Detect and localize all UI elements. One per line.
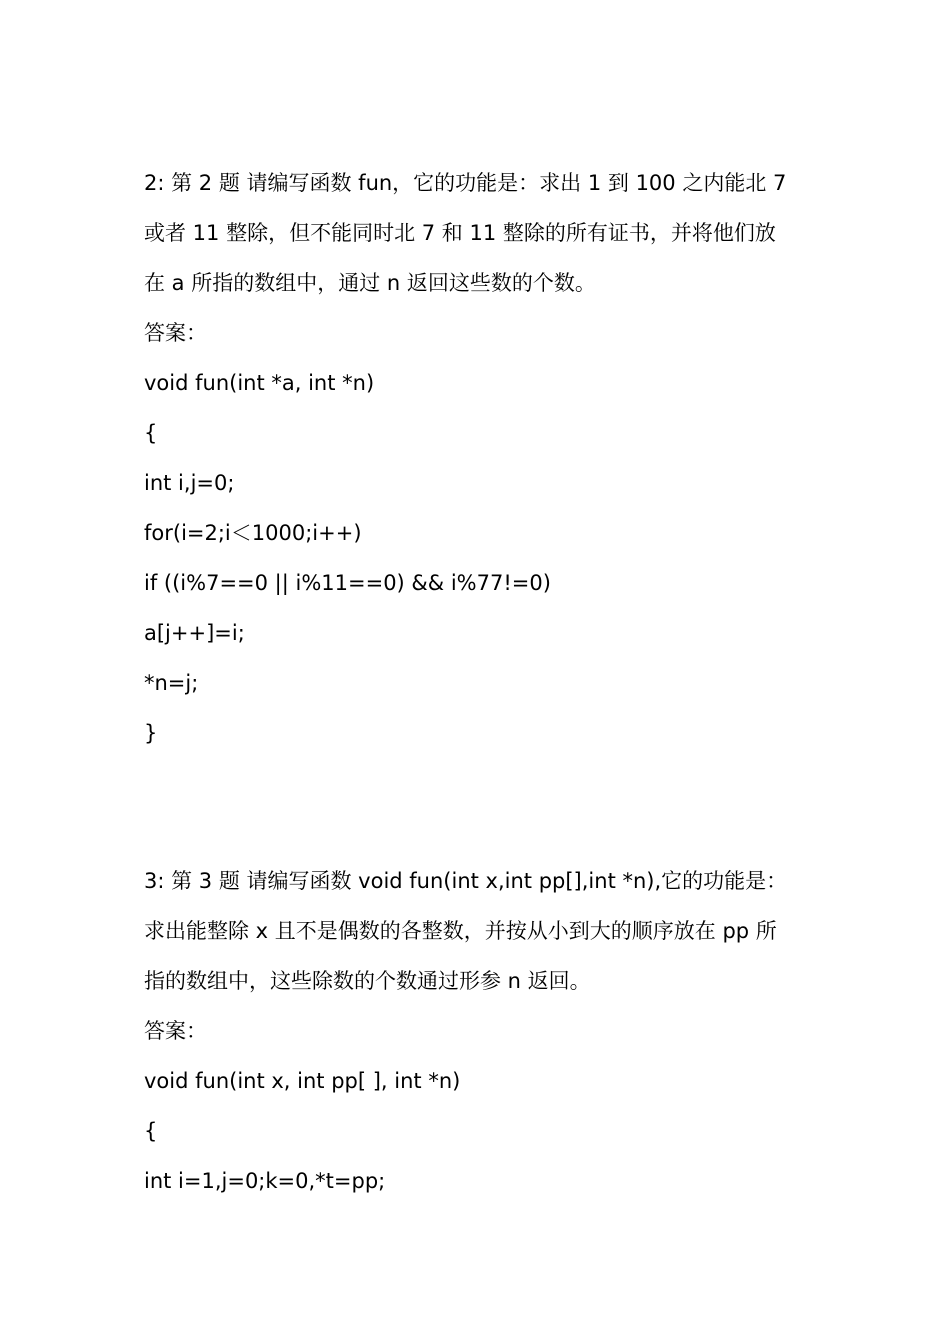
question-3-text-line-1: 3: 第 3 题 请编写函数 void fun(int x,int pp[],int *n),它的功能是： (144, 869, 788, 893)
question-3-text-line-3: 指的数组中，这些除数的个数通过形参 n 返回。 (144, 969, 591, 993)
question-2-code-line-3: int i,j=0; (144, 471, 235, 495)
question-3-code-line-3: int i=1,j=0;k=0,*t=pp; (144, 1169, 386, 1193)
question-3-text-line-2: 求出能整除 x 且不是偶数的各整数，并按从小到大的顺序放在 pp 所 (144, 919, 777, 943)
question-2-code-line-5: if ((i%7==0 || i%11==0) && i%77!=0) (144, 571, 551, 595)
question-2-answer-label: 答案： (144, 321, 207, 345)
question-2-text-line-1: 2: 第 2 题 请编写函数 fun，它的功能是：求出 1 到 100 之内能北 7 (144, 171, 787, 195)
question-2-code-line-6: a[j++]=i; (144, 621, 245, 645)
document-content (144, 158, 814, 1206)
question-2-code-line-8: } (144, 721, 158, 745)
question-2-text-line-3: 在 a 所指的数组中，通过 n 返回这些数的个数。 (144, 271, 596, 295)
question-3-code-line-1: void fun(int x, int pp[ ], int *n) (144, 1069, 461, 1093)
question-2-code-line-4: for(i=2;i＜1000;i++) (144, 521, 362, 545)
question-2-code-line-7: *n=j; (144, 671, 199, 695)
question-3-code-line-2: { (144, 1119, 158, 1143)
question-2-code-line-1: void fun(int *a, int *n) (144, 371, 375, 395)
question-2-code-line-2: { (144, 421, 158, 445)
question-2-text-line-2: 或者 11 整除，但不能同时北 7 和 11 整除的所有证书，并将他们放 (144, 221, 776, 245)
question-3-block (144, 856, 814, 1206)
question-2-block (144, 158, 814, 758)
section-gap (144, 758, 814, 856)
question-3-answer-label: 答案： (144, 1019, 207, 1043)
